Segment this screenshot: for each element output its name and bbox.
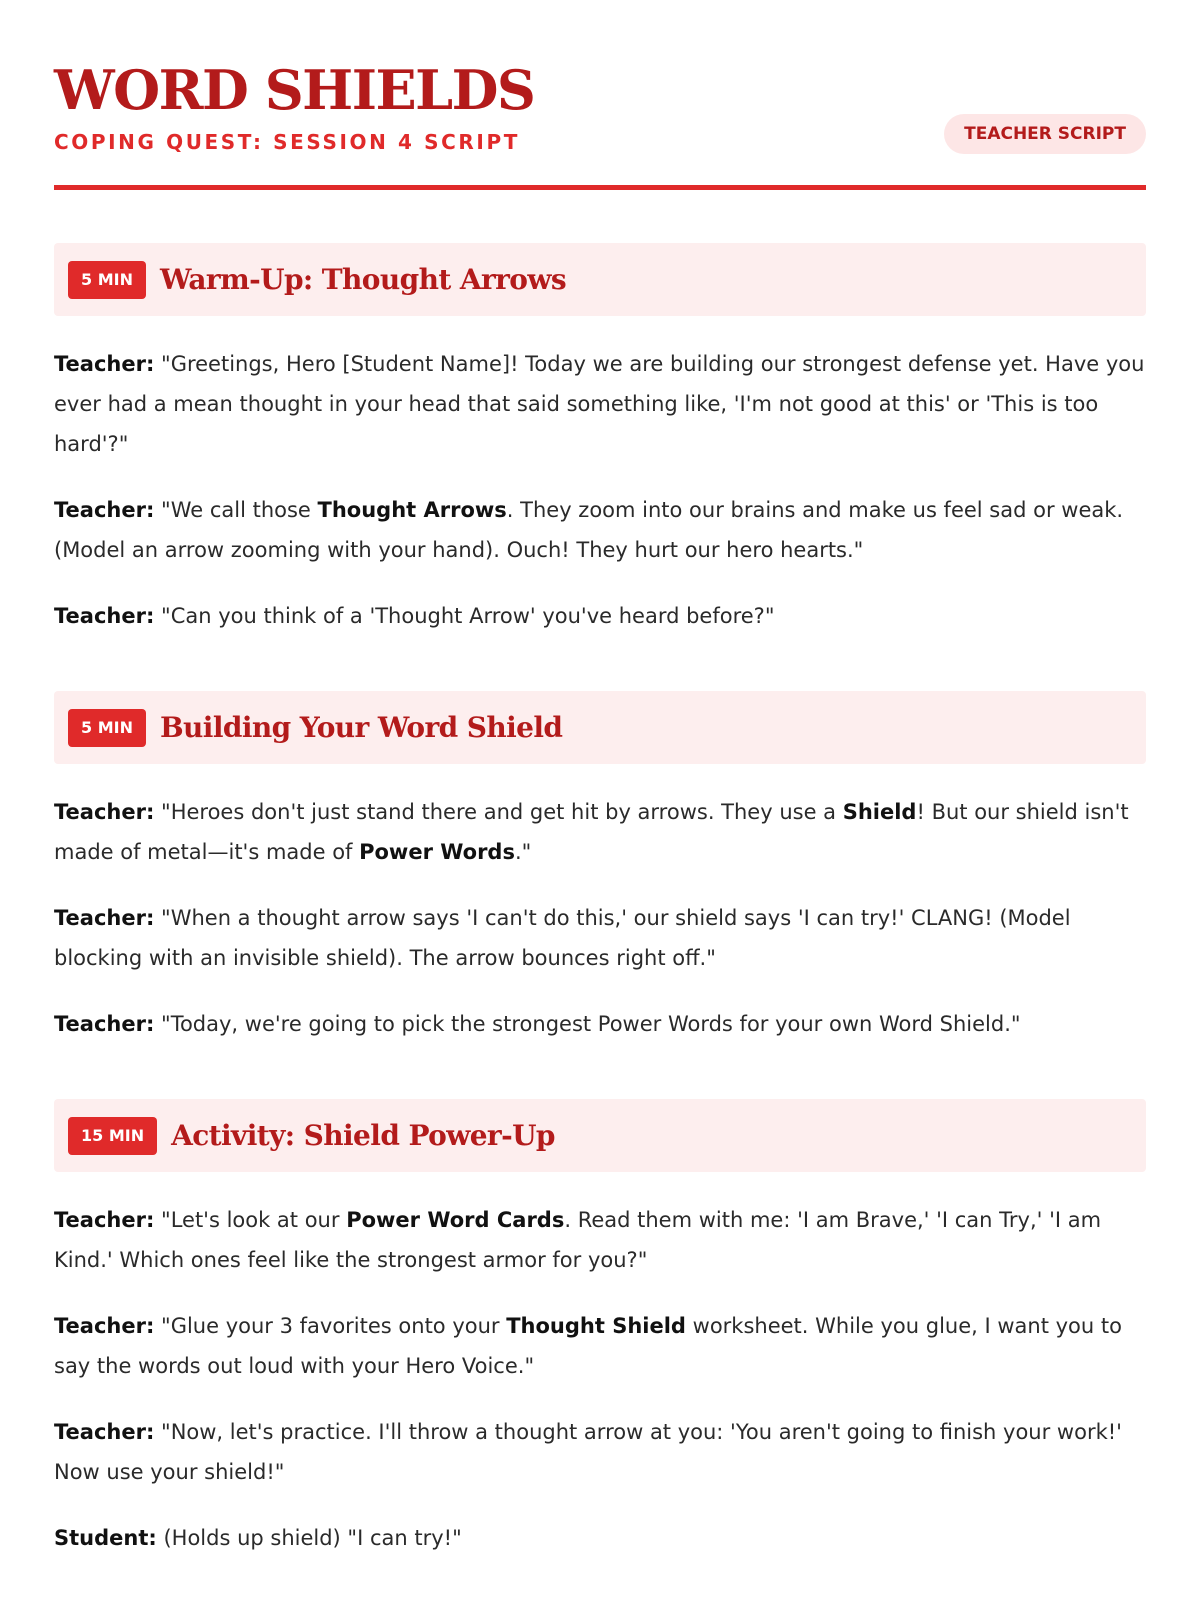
dialogue-line: [54, 1004, 1146, 1044]
dialogue-text: "Glue your 3 favorites onto your: [154, 1314, 507, 1338]
section-title: Warm-Up: Thought Arrows: [159, 263, 567, 296]
dialogue-text: "Heroes don't just stand there and get hit by arrows. They use a: [154, 800, 843, 824]
emphasized-term: Shield: [842, 800, 917, 824]
speaker-label: Teacher:: [54, 1314, 155, 1338]
dialogue-line: [54, 596, 1146, 636]
page-header: [54, 56, 1146, 190]
speaker-label: Teacher:: [54, 352, 155, 376]
duration-badge: 15 MIN: [68, 1117, 157, 1155]
section-header: [54, 1099, 1146, 1172]
dialogue-line: [54, 792, 1146, 872]
emphasized-term: Power Word Cards: [346, 1208, 565, 1232]
section-header: [54, 243, 1146, 316]
dialogue-text: . Read them with me: 'I am Brave,' 'I can Try,' 'I am Kind.' Which ones feel like the strongest armor for you?": [54, 1208, 1102, 1272]
speaker-label: Teacher:: [54, 498, 155, 522]
section-title: Activity: Shield Power-Up: [171, 1119, 555, 1152]
dialogue-text: worksheet. While you glue, I want you to say the words out loud with your Hero Voice.": [54, 1314, 1122, 1378]
dialogue-line: [54, 898, 1146, 978]
speaker-label: Teacher:: [54, 906, 155, 930]
dialogue-text: "Greetings, Hero [Student Name]! Today we are building our strongest defense yet. Have you ever had a mean thought in your head that said something like, 'I'm not good at this' or 'This is too hard'?": [54, 352, 1145, 456]
speaker-label: Teacher:: [54, 1012, 155, 1036]
dialogue-text: "We call those: [154, 498, 318, 522]
dialogue-line: [54, 1518, 1146, 1558]
speaker-label: Teacher:: [54, 1420, 155, 1444]
script-section: [54, 243, 1146, 636]
teacher-script-badge: TEACHER SCRIPT: [944, 114, 1146, 154]
duration-badge: 5 MIN: [68, 261, 146, 299]
speaker-label: Teacher:: [54, 1208, 155, 1232]
section-header: [54, 691, 1146, 764]
duration-badge: 5 MIN: [68, 709, 146, 747]
dialogue-line: [54, 490, 1146, 570]
dialogue-lines: [54, 1200, 1146, 1558]
speaker-label: Teacher:: [54, 800, 155, 824]
dialogue-text: . They zoom into our brains and make us feel sad or weak. (Model an arrow zooming with your hand). Ouch! They hurt our hero hearts.": [54, 498, 1124, 562]
emphasized-term: Thought Shield: [506, 1314, 686, 1338]
dialogue-line: [54, 344, 1146, 464]
page-subtitle: COPING QUEST: SESSION 4 SCRIPT: [54, 130, 520, 154]
dialogue-line: [54, 1200, 1146, 1280]
dialogue-text: "Now, let's practice. I'll throw a thought arrow at you: 'You aren't going to finish your work!' Now use your shield!": [54, 1420, 1122, 1484]
dialogue-text: "Today, we're going to pick the strongest Power Words for your own Word Shield.": [154, 1012, 1021, 1036]
emphasized-term: Thought Arrows: [317, 498, 507, 522]
dialogue-line: [54, 1306, 1146, 1386]
script-section: [54, 691, 1146, 1044]
speaker-label: Student:: [54, 1526, 157, 1550]
dialogue-text: ! But our shield isn't made of metal—it's made of: [54, 800, 1129, 864]
dialogue-text: "When a thought arrow says 'I can't do this,' our shield says 'I can try!' CLANG! (Model blocking with an invisible shield). The arrow bounces right off.": [54, 906, 1071, 970]
script-sections: [54, 243, 1146, 1558]
dialogue-line: [54, 1412, 1146, 1492]
section-title: Building Your Word Shield: [159, 711, 563, 744]
dialogue-lines: [54, 344, 1146, 636]
dialogue-text: (Holds up shield) "I can try!": [156, 1526, 462, 1550]
emphasized-term: Power Words: [359, 840, 515, 864]
page-title: WORD SHIELDS: [54, 58, 535, 122]
dialogue-lines: [54, 792, 1146, 1044]
speaker-label: Teacher:: [54, 604, 155, 628]
script-section: [54, 1099, 1146, 1558]
dialogue-text: .": [514, 840, 532, 864]
dialogue-text: "Can you think of a 'Thought Arrow' you've heard before?": [154, 604, 775, 628]
dialogue-text: "Let's look at our: [154, 1208, 347, 1232]
